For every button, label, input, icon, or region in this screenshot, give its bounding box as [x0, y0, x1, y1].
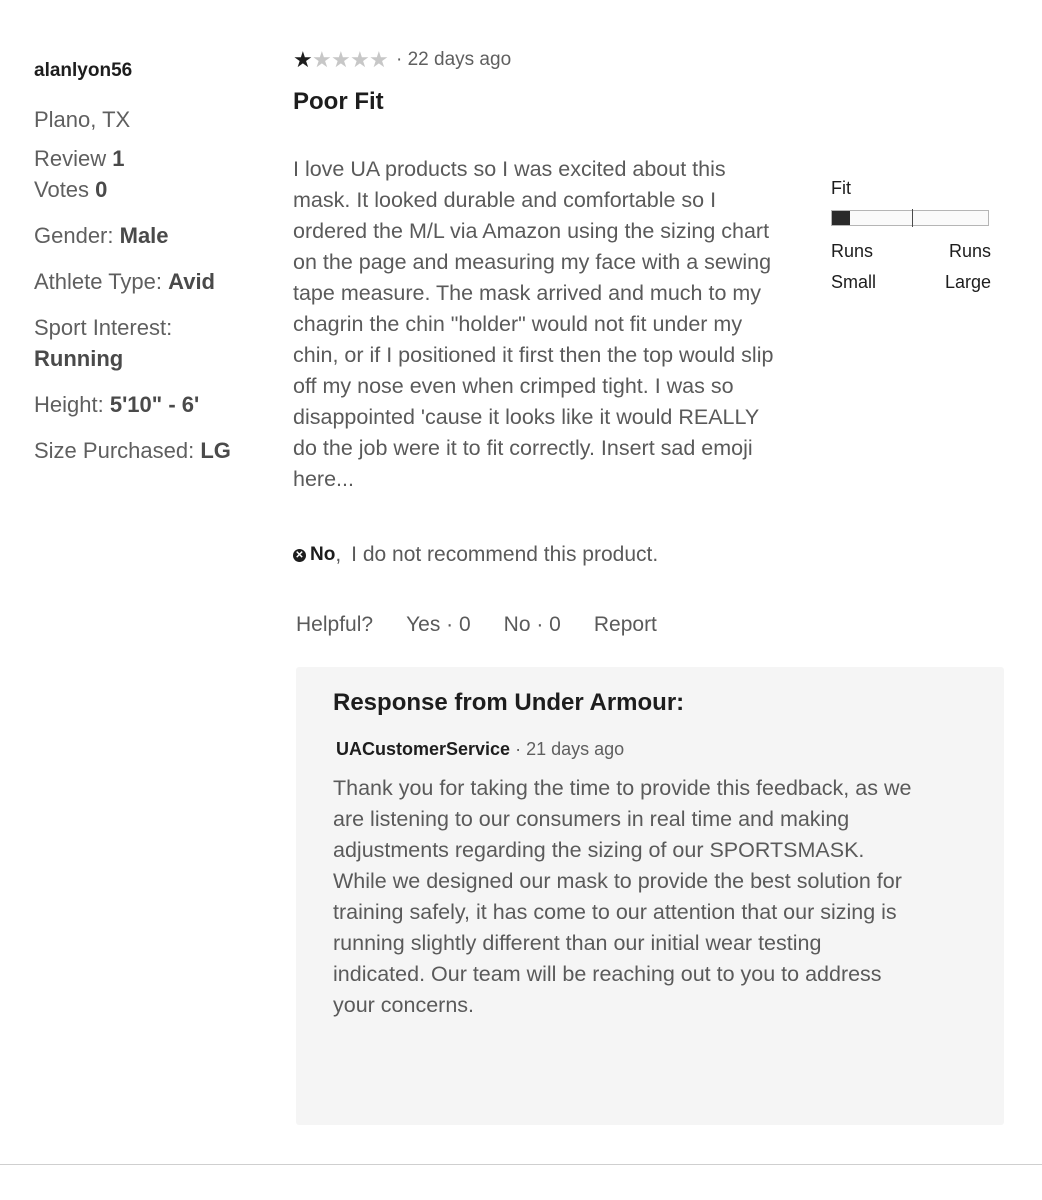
rating-row [293, 44, 793, 76]
size-purchased-label: Size Purchased: [34, 438, 195, 463]
review-title: Poor Fit [293, 88, 384, 115]
fit-runs-large [945, 236, 991, 298]
response-meta [336, 736, 624, 762]
gender-value: Male [119, 223, 169, 248]
fit-runs-small [831, 236, 876, 298]
fit-left-line1: Runs [831, 241, 874, 261]
review-content [293, 44, 793, 567]
response-title: Response from Under Armour: [333, 689, 685, 716]
gender-label: Gender: [34, 223, 114, 248]
size-purchased-value: LG [200, 438, 231, 463]
fit-bar [831, 210, 989, 226]
fit-left-line2: Small [831, 272, 877, 292]
fit-scale [831, 176, 991, 298]
reviewer-gender [34, 220, 274, 251]
response-date: · 21 days ago [515, 739, 625, 759]
reviewer-sport-interest [34, 312, 274, 374]
reviewer-review-count [34, 143, 274, 174]
star-empty-icon: ★ [369, 47, 389, 72]
helpful-no-button[interactable]: No · 0 [503, 613, 561, 636]
athlete-type-label: Athlete Type: [34, 269, 163, 294]
recommendation [293, 543, 793, 567]
reviewer-location: Plano, TX [34, 107, 131, 132]
response-body: Thank you for taking the time to provide this feedback, as we are listening to our consumers in real time and making adjustments regarding the sizing of our SPORTSMASK. While we designed our mask to provide the best solution for training safely, it has come to our attention that our sizing is running slightly different than our initial wear testing indicated. Our team will be reaching out to you to address your concerns. [333, 776, 912, 1017]
fit-ends [831, 236, 991, 298]
athlete-type-value: Avid [168, 269, 215, 294]
sport-interest-label: Sport Interest: [34, 315, 173, 340]
height-label: Height: [34, 392, 104, 417]
fit-midpoint [912, 209, 913, 227]
height-value: 5'10" - 6' [109, 392, 200, 417]
votes-label: Votes [34, 177, 90, 202]
reviewer-size-purchased [34, 435, 274, 466]
star-empty-icon: ★ [331, 47, 351, 72]
fit-marker [832, 211, 850, 225]
star-empty-icon: ★ [350, 47, 370, 72]
star-rating [293, 49, 388, 71]
brand-response [296, 667, 1004, 1125]
response-author: UACustomerService [336, 739, 511, 759]
reviewer-username: alanlyon56 [34, 60, 133, 81]
fit-right-line1: Runs [948, 241, 991, 261]
helpful-yes-button[interactable]: Yes · 0 [406, 613, 471, 636]
recommend-answer: No [310, 544, 336, 565]
sport-interest-value: Running [34, 346, 124, 371]
fit-right-line2: Large [944, 272, 991, 292]
reviewer-votes [34, 174, 274, 205]
star-empty-icon: ★ [312, 47, 332, 72]
reviewer-height [34, 389, 274, 420]
fit-label: Fit [831, 178, 851, 198]
x-circle-icon: ✕ [293, 549, 306, 562]
review-date: · 22 days ago [396, 49, 512, 70]
recommend-text: I do not recommend this product. [351, 543, 659, 566]
section-divider [0, 1164, 1042, 1165]
recommend-separator: , [335, 543, 342, 566]
review-body: I love UA products so I was excited about this mask. It looked durable and comfortable so I ordered the M/L via Amazon using the sizing chart on the page and measuring my face with a sewing tape measure. The mask arrived and much to my chagrin the chin "holder" would not fit under my chin, or if I positioned it first then the top would slip off my nose even when crimped tight. I was so disappointed 'cause it looks like it would REALLY do the job were it to fit correctly. Insert sad emoji here... [293, 157, 774, 491]
helpful-row [296, 608, 690, 642]
star-filled-icon: ★ [293, 47, 313, 72]
report-button[interactable]: Report [593, 613, 657, 636]
reviewer-athlete-type [34, 266, 274, 297]
helpful-label: Helpful? [296, 613, 374, 636]
votes-value: 0 [95, 177, 108, 202]
review-count-value: 1 [112, 146, 125, 171]
reviewer-profile [34, 58, 274, 466]
review-count-label: Review [34, 146, 107, 171]
